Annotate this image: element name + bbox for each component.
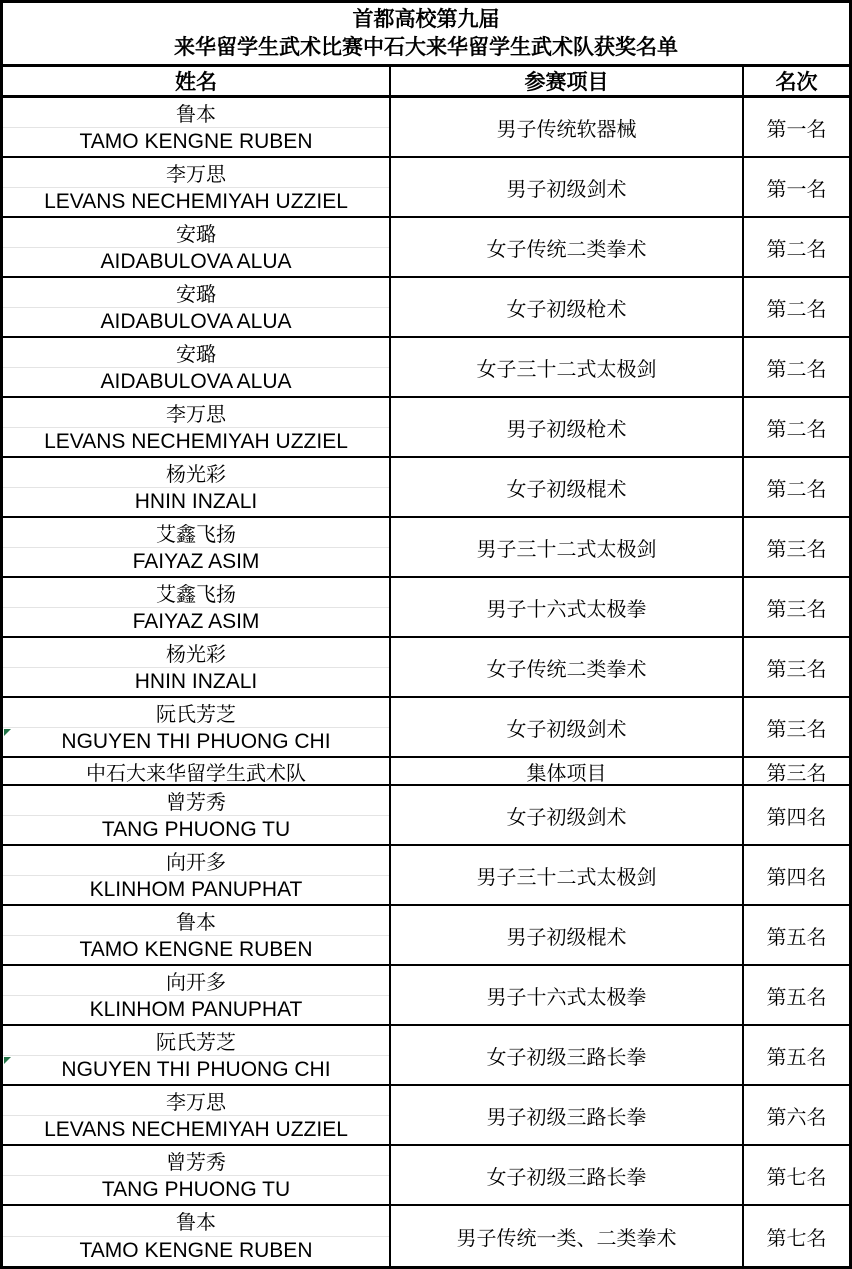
event-cell[interactable]: 男子三十二式太极剑	[391, 518, 744, 576]
name-english: TANG PHUONG TU	[101, 818, 291, 841]
name-cell[interactable]	[3, 338, 391, 396]
table-row	[3, 1086, 849, 1146]
rank-cell[interactable]: 第一名	[766, 118, 827, 141]
rank-cell[interactable]: 第二名	[766, 358, 827, 381]
table-row	[3, 758, 849, 786]
rank-cell[interactable]: 第五名	[766, 986, 827, 1009]
name-cell[interactable]	[3, 786, 391, 844]
name-chinese: 鲁本	[3, 906, 389, 936]
event-cell[interactable]: 男子初级棍术	[391, 906, 744, 964]
event-cell[interactable]: 男子传统软器械	[391, 98, 744, 156]
table-row	[3, 698, 849, 758]
event-cell[interactable]: 男子三十二式太极剑	[391, 846, 744, 904]
event-cell[interactable]: 女子初级三路长拳	[391, 1026, 744, 1084]
table-row	[3, 1146, 849, 1206]
name-chinese: 李万思	[3, 1086, 389, 1116]
name-cell[interactable]	[3, 1086, 391, 1144]
name-chinese: 安璐	[3, 278, 389, 308]
name-cell[interactable]	[3, 458, 391, 516]
event-cell[interactable]: 女子初级剑术	[391, 698, 744, 756]
name-cell[interactable]	[3, 278, 391, 336]
event-cell[interactable]: 男子传统一类、二类拳术	[391, 1206, 744, 1266]
name-english: KLINHOM PANUPHAT	[89, 998, 303, 1021]
rank-cell[interactable]: 第六名	[766, 1106, 827, 1129]
event-cell[interactable]: 男子初级枪术	[391, 398, 744, 456]
event-cell[interactable]: 女子初级棍术	[391, 458, 744, 516]
name-cell[interactable]	[3, 398, 391, 456]
rank-cell[interactable]: 第二名	[766, 238, 827, 261]
table-row	[3, 278, 849, 338]
rank-cell[interactable]: 第三名	[766, 718, 827, 741]
name-chinese: 阮氏芳芝	[3, 698, 389, 728]
name-cell[interactable]	[3, 518, 391, 576]
name-chinese: 阮氏芳芝	[3, 1026, 389, 1056]
excel-error-indicator-icon	[4, 1057, 11, 1064]
event-cell[interactable]: 女子初级枪术	[391, 278, 744, 336]
name-chinese: 向开多	[3, 966, 389, 996]
event-cell[interactable]: 男子十六式太极拳	[391, 966, 744, 1024]
name-english: HNIN INZALI	[134, 490, 258, 513]
name-cell[interactable]	[3, 638, 391, 696]
table-row	[3, 966, 849, 1026]
name-chinese: 李万思	[3, 158, 389, 188]
rank-cell[interactable]: 第三名	[766, 598, 827, 621]
name-english: LEVANS NECHEMIYAH UZZIEL	[44, 1118, 348, 1141]
rank-cell[interactable]: 第四名	[766, 806, 827, 829]
name-cell[interactable]	[3, 1146, 391, 1204]
event-cell[interactable]: 女子三十二式太极剑	[391, 338, 744, 396]
name-english: AIDABULOVA ALUA	[100, 250, 292, 273]
table-row	[3, 158, 849, 218]
table-row	[3, 906, 849, 966]
name-english: TAMO KENGNE RUBEN	[79, 1239, 313, 1263]
rank-cell[interactable]: 第三名	[766, 538, 827, 561]
name-english: KLINHOM PANUPHAT	[89, 878, 303, 901]
name-chinese: 中石大来华留学生武术队	[86, 762, 306, 785]
name-cell[interactable]	[3, 158, 391, 216]
name-chinese: 艾鑫飞扬	[3, 578, 389, 608]
title-line-1: 首都高校第九届	[352, 7, 500, 31]
name-english: FAIYAZ ASIM	[132, 550, 260, 573]
event-cell[interactable]: 女子初级三路长拳	[391, 1146, 744, 1204]
table-row	[3, 98, 849, 158]
table-header-row	[3, 67, 849, 98]
rank-cell[interactable]: 第四名	[766, 866, 827, 889]
table-row	[3, 578, 849, 638]
table-row	[3, 458, 849, 518]
name-chinese: 李万思	[3, 398, 389, 428]
name-english: TANG PHUONG TU	[101, 1178, 291, 1201]
event-cell[interactable]: 女子传统二类拳术	[391, 218, 744, 276]
excel-error-indicator-icon	[4, 729, 11, 736]
name-cell[interactable]	[3, 846, 391, 904]
name-chinese: 曾芳秀	[3, 786, 389, 816]
event-cell[interactable]: 女子初级剑术	[391, 786, 744, 844]
table-row	[3, 518, 849, 578]
table-row	[3, 218, 849, 278]
name-cell[interactable]	[3, 98, 391, 156]
name-english: TAMO KENGNE RUBEN	[79, 938, 313, 961]
name-cell[interactable]	[3, 578, 391, 636]
rank-cell[interactable]: 第三名	[766, 658, 827, 681]
name-english: FAIYAZ ASIM	[132, 610, 260, 633]
event-cell[interactable]: 集体项目	[391, 758, 744, 784]
name-english: NGUYEN THI PHUONG CHI	[61, 1058, 331, 1081]
name-chinese: 艾鑫飞扬	[3, 518, 389, 548]
name-chinese: 向开多	[3, 846, 389, 876]
rank-cell[interactable]: 第二名	[766, 418, 827, 441]
table-title	[3, 3, 849, 67]
name-english: AIDABULOVA ALUA	[100, 370, 292, 393]
header-name[interactable]: 姓名	[3, 67, 391, 95]
table-row	[3, 786, 849, 846]
rank-cell[interactable]: 第二名	[766, 298, 827, 321]
table-body	[3, 98, 849, 1266]
table-row	[3, 1026, 849, 1086]
name-cell[interactable]	[3, 218, 391, 276]
name-english: LEVANS NECHEMIYAH UZZIEL	[44, 430, 348, 453]
table-row	[3, 1206, 849, 1266]
name-chinese: 鲁本	[3, 98, 389, 128]
name-english: HNIN INZALI	[134, 670, 258, 693]
name-chinese: 鲁本	[3, 1206, 389, 1237]
table-row	[3, 846, 849, 906]
rank-cell[interactable]: 第二名	[766, 478, 827, 501]
name-english: AIDABULOVA ALUA	[100, 310, 292, 333]
name-cell[interactable]	[3, 1026, 391, 1084]
title-line-2: 来华留学生武术比赛中石大来华留学生武术队获奖名单	[174, 35, 678, 59]
event-cell[interactable]: 男子初级剑术	[391, 158, 744, 216]
table-row	[3, 638, 849, 698]
rank-cell[interactable]: 第一名	[766, 178, 827, 201]
name-english: LEVANS NECHEMIYAH UZZIEL	[44, 190, 348, 213]
event-cell[interactable]: 男子初级三路长拳	[391, 1086, 744, 1144]
rank-cell[interactable]: 第七名	[766, 1166, 827, 1189]
name-cell[interactable]	[3, 1206, 391, 1266]
rank-cell[interactable]: 第五名	[766, 1046, 827, 1069]
table-row	[3, 398, 849, 458]
name-cell[interactable]	[3, 906, 391, 964]
event-cell[interactable]: 男子十六式太极拳	[391, 578, 744, 636]
header-event[interactable]: 参赛项目	[391, 67, 744, 95]
rank-cell[interactable]: 第三名	[766, 762, 827, 785]
name-chinese: 杨光彩	[3, 638, 389, 668]
name-cell[interactable]	[3, 966, 391, 1024]
name-chinese: 杨光彩	[3, 458, 389, 488]
name-english: TAMO KENGNE RUBEN	[79, 130, 313, 153]
name-chinese: 曾芳秀	[3, 1146, 389, 1176]
event-cell[interactable]: 女子传统二类拳术	[391, 638, 744, 696]
name-english: NGUYEN THI PHUONG CHI	[61, 730, 331, 753]
name-cell[interactable]	[3, 698, 391, 756]
rank-cell[interactable]: 第七名	[766, 1227, 827, 1250]
name-chinese: 安璐	[3, 338, 389, 368]
rank-cell[interactable]: 第五名	[766, 926, 827, 949]
header-rank[interactable]: 名次	[775, 71, 818, 94]
name-cell[interactable]	[3, 758, 391, 784]
name-chinese: 安璐	[3, 218, 389, 248]
table-row	[3, 338, 849, 398]
